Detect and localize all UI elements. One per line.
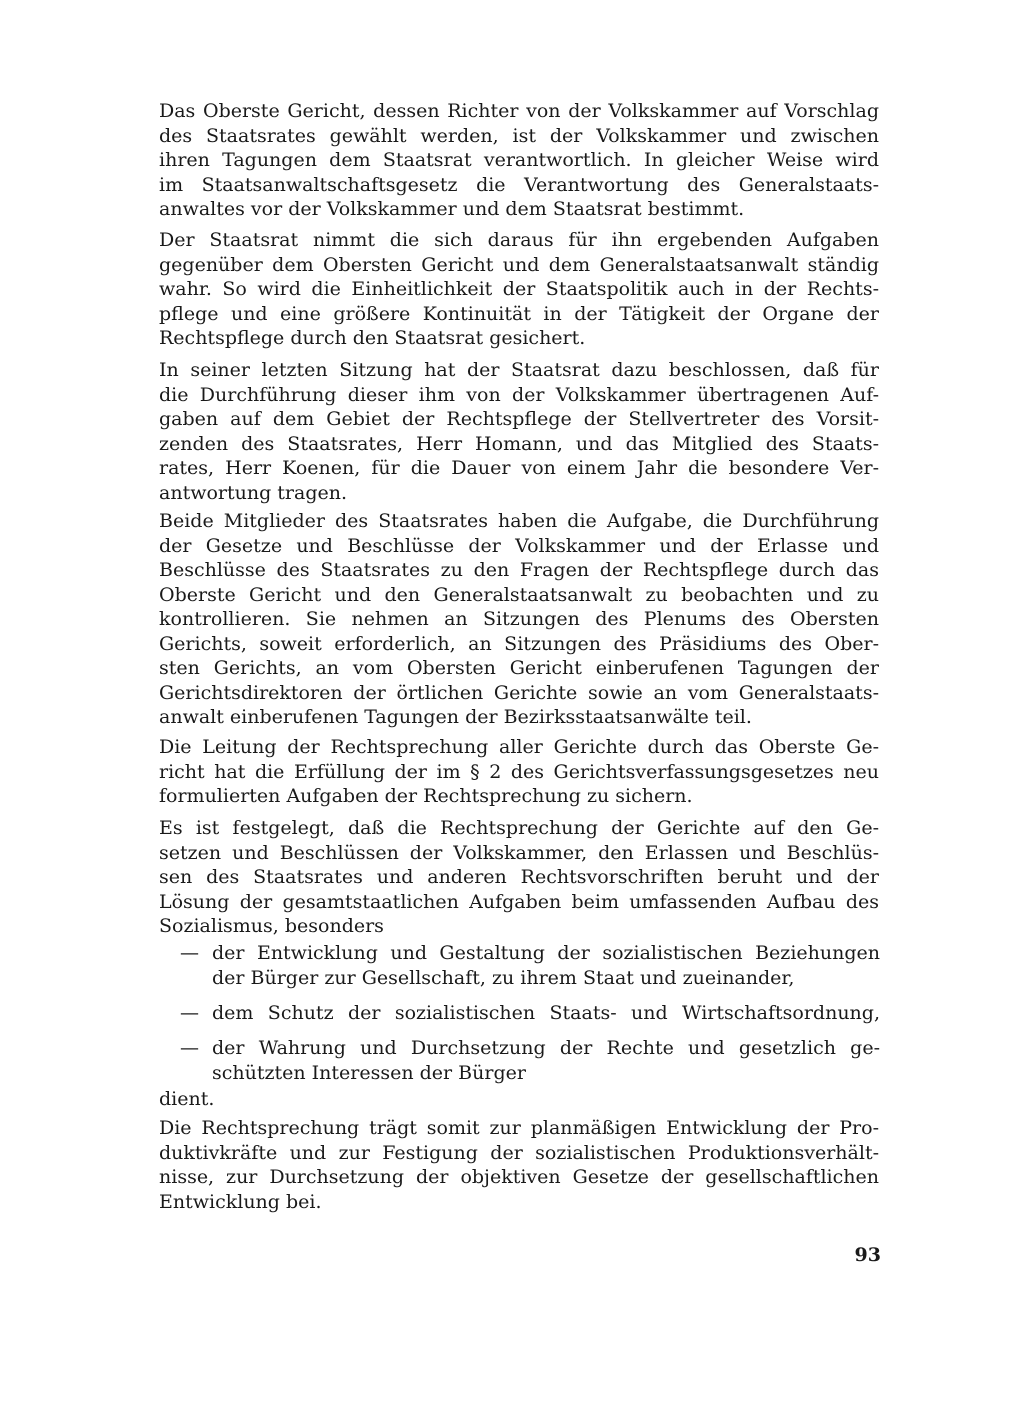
paragraph-4: [159, 509, 879, 730]
text-line: zenden des Staatsrates, Herr Homann, und das Mitglied des Staats-: [159, 432, 879, 455]
dash-bullet: —: [180, 942, 199, 964]
text-line: setzen und Beschlüssen der Volkskammer, den Erlassen und Beschlüs-: [159, 841, 879, 864]
paragraph-closing: [159, 1116, 879, 1214]
dash-bullet: —: [180, 1002, 199, 1024]
text-line: Entwicklung bei.: [159, 1190, 322, 1213]
text-line: anwalt einberufenen Tagungen der Bezirksstaatsanwälte teil.: [159, 706, 752, 728]
text-line: wahr. So wird die Einheitlichkeit der Staatspolitik auch in der Rechts-: [159, 278, 879, 300]
paragraph-2: [159, 228, 879, 351]
text-line: der Wahrung und Durchsetzung der Rechte und gesetzlich ge-: [212, 1037, 880, 1059]
text-line: Beide Mitglieder des Staatsrates haben die Aufgabe, die Durchführung: [159, 510, 879, 532]
text-line: kontrollieren. Sie nehmen an Sitzungen des Plenums des Obersten: [159, 608, 879, 630]
text-line: sen des Staatsrates und anderen Rechtsvorschriften beruht und der: [159, 866, 879, 888]
text-line: Beschlüsse des Staatsrates zu den Fragen der Rechtspflege durch das: [159, 559, 879, 581]
text-line: In seiner letzten Sitzung hat der Staatsrat dazu beschlossen, daß für: [159, 359, 879, 381]
text-line: Oberste Gericht und den Generalstaatsanwalt zu beobachten und zu: [159, 583, 879, 606]
text-line: im Staatsanwaltschaftsgesetz die Verantwortung des Generalstaats-: [159, 173, 879, 196]
dash-bullet: —: [180, 1037, 199, 1059]
text-line: Die Leitung der Rechtsprechung aller Gerichte durch das Oberste Ge-: [159, 736, 879, 758]
text-line: gaben auf dem Gebiet der Rechtspflege der Stellvertreter des Vorsit-: [159, 408, 879, 430]
text-line: pflege und eine größere Kontinuität in der Tätigkeit der Organe der: [159, 302, 879, 325]
list-item-text: [212, 1001, 880, 1026]
text-line: antwortung tragen.: [159, 481, 348, 504]
text-line: Rechtspflege durch den Staatsrat gesichert.: [159, 327, 586, 349]
text-line: formulierten Aufgaben der Rechtsprechung zu sichern.: [159, 785, 693, 807]
list-continuation: [159, 1087, 879, 1112]
paragraph-3: [159, 358, 879, 505]
text-line: richt hat die Erfüllung der im § 2 des Gerichtsverfassungsgesetzes neu: [159, 760, 879, 783]
text-line: Gerichtsdirektoren der örtlichen Gerichte sowie an vom Generalstaats-: [159, 681, 879, 704]
text-line: ihren Tagungen dem Staatsrat verantwortlich. In gleicher Weise wird: [159, 149, 879, 171]
page-number: 93: [854, 1244, 881, 1266]
text-line: der Bürger zur Gesellschaft, zu ihrem Staat und zueinander,: [212, 966, 795, 989]
text-line: Es ist festgelegt, daß die Rechtsprechung der Gerichte auf den Ge-: [159, 817, 879, 839]
text-line: dient.: [159, 1088, 215, 1110]
paragraph-1: [159, 99, 879, 222]
text-line: rates, Herr Koenen, für die Dauer von einem Jahr die besondere Ver-: [159, 457, 879, 479]
text-line: nisse, zur Durchsetzung der objektiven Gesetze der gesellschaftlichen: [159, 1166, 879, 1188]
list-item-text: [212, 1036, 880, 1085]
text-line: anwaltes vor der Volkskammer und dem Staatsrat bestimmt.: [159, 198, 745, 220]
paragraph-5: [159, 735, 879, 809]
text-line: Der Staatsrat nimmt die sich daraus für ihn ergebenden Aufgaben: [159, 229, 879, 251]
text-line: schützten Interessen der Bürger: [212, 1061, 526, 1084]
text-line: Gerichts, soweit erforderlich, an Sitzungen des Präsidiums des Ober-: [159, 632, 879, 655]
paragraph-6: [159, 816, 879, 939]
list-item-text: [212, 941, 880, 990]
text-line: sten Gerichts, an vom Obersten Gericht einberufenen Tagungen der: [159, 657, 879, 679]
text-line: dem Schutz der sozialistischen Staats- und Wirtschaftsordnung,: [212, 1002, 880, 1024]
text-line: der Entwicklung und Gestaltung der sozialistischen Beziehungen: [212, 942, 880, 964]
text-line: die Durchführung dieser ihm von der Volkskammer übertragenen Auf-: [159, 383, 879, 406]
text-line: der Gesetze und Beschlüsse der Volkskammer und der Erlasse und: [159, 534, 879, 557]
text-line: Lösung der gesamtstaatlichen Aufgaben beim umfassenden Aufbau des: [159, 890, 879, 913]
text-line: gegenüber dem Obersten Gericht und dem Generalstaatsanwalt ständig: [159, 253, 879, 276]
text-line: Sozialismus, besonders: [159, 915, 384, 937]
text-line: des Staatsrates gewählt werden, ist der Volkskammer und zwischen: [159, 124, 879, 147]
text-line: Das Oberste Gericht, dessen Richter von der Volkskammer auf Vorschlag: [159, 100, 879, 122]
text-line: duktivkräfte und zur Festigung der sozialistischen Produktionsverhält-: [159, 1141, 879, 1164]
text-line: Die Rechtsprechung trägt somit zur planmäßigen Entwicklung der Pro-: [159, 1117, 879, 1139]
